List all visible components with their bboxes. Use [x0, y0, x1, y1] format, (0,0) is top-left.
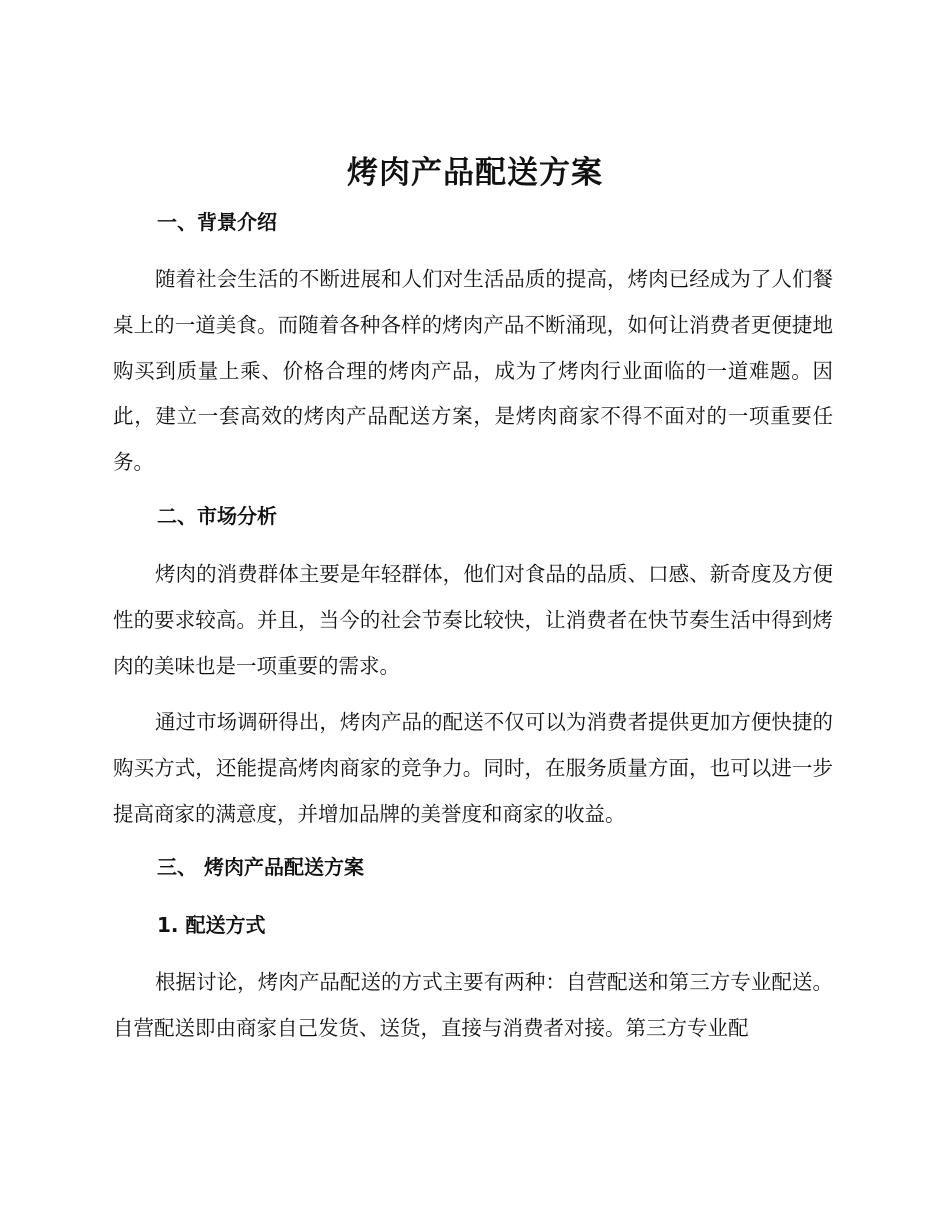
paragraph-market-analysis-1: 烤肉的消费群体主要是年轻群体，他们对食品的品质、口感、新奇度及方便性的要求较高。并且，当今的社会节奏比较快，让消费者在快节奏生活中得到烤肉的美味也是一项重要的需求。: [113, 562, 833, 678]
paragraph-background: 随着社会生活的不断进展和人们对生活品质的提高，烤肉已经成为了人们餐桌上的一道美食。而随着各种各样的烤肉产品不断涌现，如何让消费者更便捷地购买到质量上乘、价格合理的烤肉产品，成为了烤肉行业面临的一道难题。因此，建立一套高效的烤肉产品配送方案，是烤肉商家不得不面对的一项重要任务。: [113, 267, 833, 475]
subsection-heading-delivery-method: 1. 配送方式: [157, 913, 266, 937]
section-heading-delivery-plan: 三、 烤肉产品配送方案: [157, 855, 364, 879]
section-heading-market-analysis: 二、市场分析: [157, 504, 277, 528]
document-title: 烤肉产品配送方案: [347, 155, 603, 191]
paragraph-market-analysis-2: 通过市场调研得出，烤肉产品的配送不仅可以为消费者提供更加方便快捷的购买方式，还能提高烤肉商家的竞争力。同时，在服务质量方面，也可以进一步提高商家的满意度，并增加品牌的美誉度和商家的收益。: [113, 710, 833, 826]
paragraph-delivery-method: 根据讨论，烤肉产品配送的方式主要有两种：自营配送和第三方专业配送。自营配送即由商家自己发货、送货，直接与消费者对接。第三方专业配: [113, 970, 833, 1040]
section-heading-background: 一、背景介绍: [157, 210, 277, 234]
